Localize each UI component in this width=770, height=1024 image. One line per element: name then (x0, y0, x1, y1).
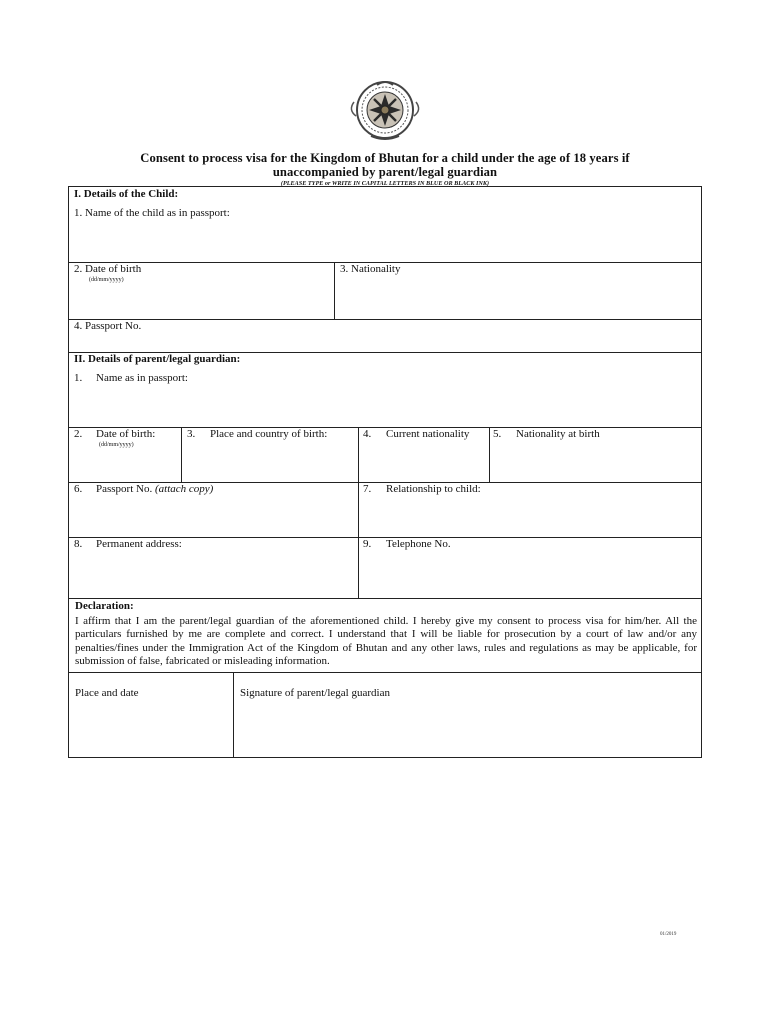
section-child-heading: I. Details of the Child: (74, 188, 179, 200)
guardian-current-nationality-field[interactable]: Current nationality (386, 428, 470, 440)
guardian-birthplace-number: 3. (187, 428, 196, 440)
guardian-name-number: 1. (74, 372, 83, 384)
form-title-line1: Consent to process visa for the Kingdom of Bhutan for a child under the age of 18 years if (140, 151, 630, 165)
divider (358, 427, 359, 598)
guardian-dob-field[interactable]: Date of birth: (96, 428, 156, 440)
royal-emblem-icon (344, 78, 426, 142)
divider (489, 427, 490, 482)
guardian-dob-format: (dd/mm/yyyy) (99, 442, 134, 448)
guardian-birth-nationality-number: 5. (493, 428, 502, 440)
form-title-line2: unaccompanied by parent/legal guardian (272, 165, 498, 179)
divider (233, 672, 234, 758)
page-number: 01/2019 (660, 932, 677, 937)
telephone-number: 9. (363, 538, 372, 550)
form-instructions: (PLEASE TYPE or WRITE IN CAPITAL LETTERS IN BLUE OR BLACK INK) (280, 180, 490, 187)
divider (334, 262, 335, 319)
permanent-address-number: 8. (74, 538, 83, 550)
place-date-field[interactable]: Place and date (75, 687, 139, 699)
guardian-name-field[interactable]: Name as in passport: (96, 372, 188, 384)
child-dob-field[interactable]: 2. Date of birth (74, 263, 142, 275)
consent-form (68, 186, 702, 758)
declaration-text: I affirm that I am the parent/legal guardian of the aforementioned child. I hereby give my consent to process visa for him/her. All the particulars furnished by me are complete and correct. I understand that I will be liable for prosecution by a court of law and/or any penalties/fines under the Immigration Act of the Kingdom of Bhutan and any other laws, rules and regulations as may be applicable, for submission of false, fabricated or misleading information. (75, 615, 697, 667)
guardian-birthplace-field[interactable]: Place and country of birth: (210, 428, 328, 440)
child-name-field[interactable]: 1. Name of the child as in passport: (74, 207, 230, 219)
guardian-current-nationality-number: 4. (363, 428, 372, 440)
divider (69, 319, 701, 320)
guardian-passport-field[interactable] (96, 483, 213, 495)
permanent-address-field[interactable]: Permanent address: (96, 538, 182, 550)
attach-copy-note: (attach copy) (154, 483, 214, 495)
divider (69, 427, 701, 428)
signature-field[interactable]: Signature of parent/legal guardian (240, 687, 390, 699)
section-guardian-heading: II. Details of parent/legal guardian: (74, 353, 241, 365)
divider (69, 672, 701, 673)
child-dob-format: (dd/mm/yyyy) (89, 277, 124, 283)
guardian-passport-label: Passport No. (96, 483, 153, 495)
divider (181, 427, 182, 482)
child-nationality-field[interactable]: 3. Nationality (340, 263, 401, 275)
child-passport-field[interactable]: 4. Passport No. (74, 320, 142, 332)
guardian-birth-nationality-field[interactable]: Nationality at birth (516, 428, 600, 440)
relationship-field[interactable]: Relationship to child: (386, 483, 481, 495)
telephone-field[interactable]: Telephone No. (386, 538, 451, 550)
relationship-number: 7. (363, 483, 372, 495)
divider (69, 598, 701, 599)
guardian-passport-number: 6. (74, 483, 83, 495)
guardian-dob-number: 2. (74, 428, 83, 440)
declaration-heading: Declaration: (75, 600, 134, 612)
